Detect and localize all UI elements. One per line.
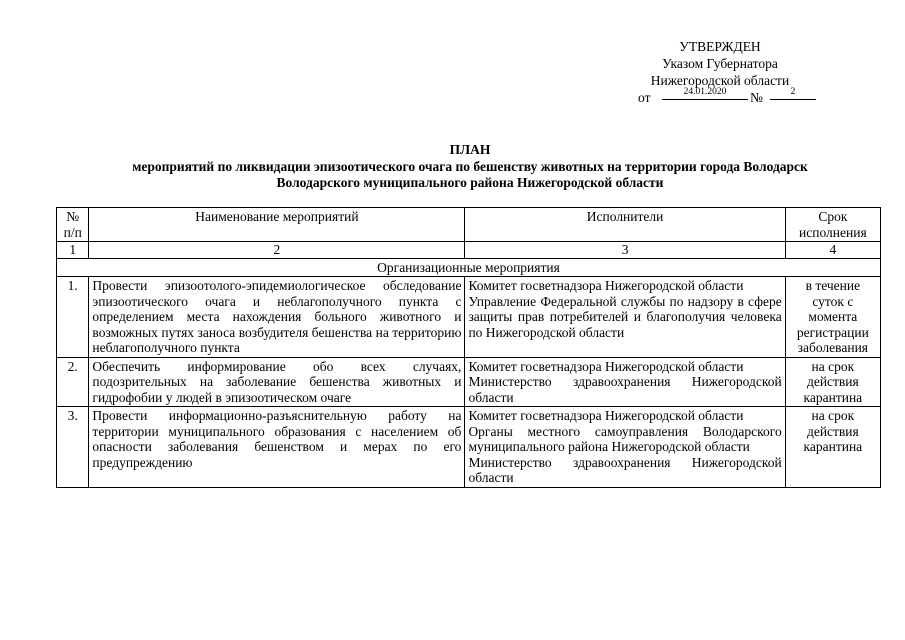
row-number: 1. bbox=[57, 277, 89, 358]
row-activity: Провести информационно-разъяснительную работу на территории муниципального образования с населением об опасности заболевания бешенством и мерах по его предупреждению bbox=[89, 407, 465, 488]
row-executors bbox=[465, 357, 785, 407]
approval-date: 24.01.2020 bbox=[662, 85, 748, 100]
executor: Министерство здравоохранения Нижегородской области bbox=[468, 454, 782, 485]
column-index-row bbox=[57, 242, 881, 259]
number-prefix: № bbox=[750, 90, 763, 105]
header-executors: Исполнители bbox=[465, 208, 785, 242]
executor: Управление Федеральной службы по надзору в сфере защиты прав потребителей и благополучия человека по Нижегородской области bbox=[468, 293, 782, 340]
table-row bbox=[57, 357, 881, 407]
row-executors bbox=[465, 407, 785, 488]
approval-stamp bbox=[600, 38, 840, 106]
column-index: 2 bbox=[89, 242, 465, 259]
table-row bbox=[57, 407, 881, 488]
header-name: Наименование мероприятий bbox=[89, 208, 465, 242]
column-index: 3 bbox=[465, 242, 785, 259]
section-title: Организационные мероприятия bbox=[57, 258, 881, 277]
plan-subtitle: мероприятий по ликвидации эпизоотического очага по бешенству животных на территории города Володарск Володарского муниципального района Нижегородской области bbox=[132, 158, 808, 190]
table-header-row bbox=[57, 208, 881, 242]
row-term: на срок действия карантина bbox=[785, 357, 880, 407]
executor: Комитет госветнадзора Нижегородской области bbox=[468, 408, 744, 423]
table-row bbox=[57, 277, 881, 358]
column-index: 1 bbox=[57, 242, 89, 259]
row-activity: Обеспечить информирование обо всех случаях, подозрительных на заболевание бешенства животных и гидрофобии у людей в эпизоотическом очаге bbox=[89, 357, 465, 407]
executor: Комитет госветнадзора Нижегородской области bbox=[468, 358, 744, 374]
row-term: на срок действия карантина bbox=[785, 407, 880, 488]
column-index: 4 bbox=[785, 242, 880, 259]
approval-date-line bbox=[600, 89, 840, 106]
approval-title: УТВЕРЖДЕН bbox=[679, 39, 761, 54]
executor: Министерство здравоохранения Нижегородской области bbox=[468, 374, 782, 405]
document-title bbox=[60, 142, 880, 192]
section-row bbox=[57, 258, 881, 277]
row-executors bbox=[465, 277, 785, 358]
approval-issuer: Указом Губернатора bbox=[662, 56, 778, 71]
row-number: 2. bbox=[57, 357, 89, 407]
date-prefix: от bbox=[638, 90, 651, 105]
plan-table bbox=[56, 207, 881, 488]
executor: Органы местного самоуправления Володарского муниципального района Нижегородской области bbox=[468, 423, 782, 454]
row-number: 3. bbox=[57, 407, 89, 488]
header-num: № п/п bbox=[57, 208, 89, 242]
executor: Комитет госветнадзора Нижегородской области bbox=[468, 278, 744, 293]
plan-heading: ПЛАН bbox=[449, 142, 491, 157]
header-term: Срок исполнения bbox=[785, 208, 880, 242]
approval-region: Нижегородской области bbox=[650, 73, 790, 88]
row-activity: Провести эпизоотолого-эпидемиологическое обследование эпизоотического очага и неблагополучного пункта с определением места нахождения больного животного и возможных путях заноса возбудителя бешенства на территорию неблагополучного пункта bbox=[89, 277, 465, 358]
approval-number: 2 bbox=[770, 85, 816, 100]
row-term: в течение суток с момента регистрации заболевания bbox=[785, 277, 880, 358]
